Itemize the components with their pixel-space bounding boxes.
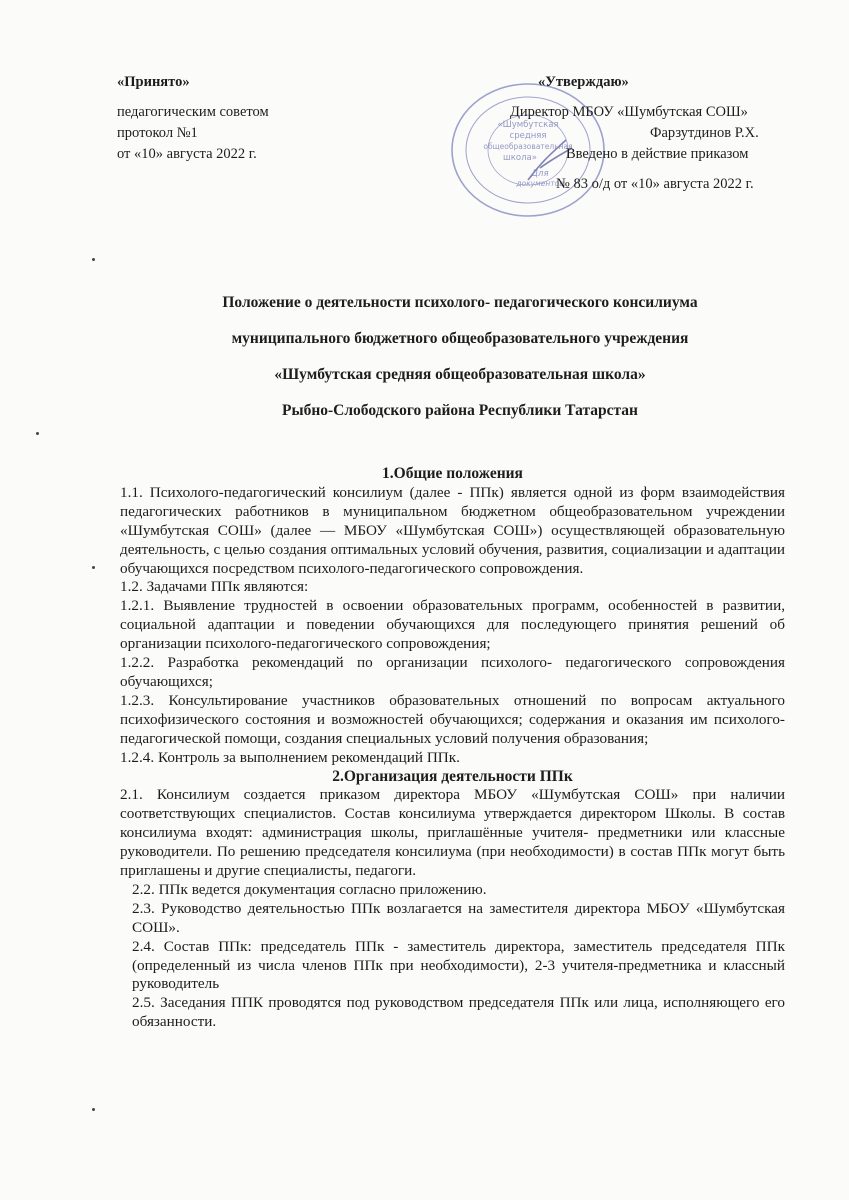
paragraph-1-2-1: 1.2.1. Выявление трудностей в освоении образовательных программ, особенностей в развитии, социальной адаптации и поведении обучающихся для последующего принятия решений об организации психолого-педагогического сопровождения; [120, 597, 785, 653]
paragraph-2-4: 2.4. Состав ППк: председатель ППк - заместитель директора, заместитель председателя ППк (определенный из числа членов ППк при необходимости), 2-3 учителя-предметника и классный руководитель [132, 937, 785, 993]
stamp-text-3: общеобразовательная [483, 142, 573, 151]
title-line-4: Рыбно-Слободского района Республики Татарстан [282, 402, 638, 419]
stamp-text-1: «Шумбутская [497, 120, 559, 130]
stamp-text-5: Для [531, 169, 549, 179]
accepted-title: «Принято» [117, 74, 190, 90]
stamp-text-2: средняя [509, 131, 547, 141]
document-title [100, 293, 820, 437]
accepted-date: от «10» августа 2022 г. [117, 146, 257, 162]
approved-block [470, 72, 770, 195]
approved-order-number: № 83 о/д от «10» августа 2022 г. [556, 176, 754, 192]
paragraph-2-5: 2.5. Заседания ППК проводятся под руководством председателя ППк или лица, исполняющего его обязанности. [132, 994, 785, 1031]
stamp-text-4: школа» [503, 153, 537, 163]
stamp-text-6: документов [516, 179, 564, 188]
approved-signatory: Фарзутдинов Р.Х. [650, 125, 759, 141]
paragraph-1-2: 1.2. Задачами ППк являются: [120, 578, 309, 596]
scan-speck [92, 258, 95, 261]
paragraph-1-2-4: 1.2.4. Контроль за выполнением рекомендаций ППк. [120, 748, 460, 766]
paragraph-1-2-3: 1.2.3. Консультирование участников образовательных отношений по вопросам актуального психофизического состояния и возможностей обучающихся; содержания и оказания им психолого-педагогической помощи, создания специальных условий получения образования; [120, 691, 785, 747]
scan-speck [36, 432, 39, 435]
section-1-heading: 1.Общие положения [382, 465, 523, 482]
scan-speck [92, 1108, 95, 1111]
title-line-1: Положение о деятельности психолого- педагогического консилиума [222, 294, 698, 311]
approved-title: «Утверждаю» [538, 74, 629, 90]
accepted-council: педагогическим советом [117, 104, 269, 120]
approved-order: Введено в действие приказом [566, 146, 749, 162]
approved-director: Директор МБОУ «Шумбутская СОШ» [510, 104, 748, 120]
document-body [120, 465, 785, 1032]
accepted-protocol: протокол №1 [117, 125, 198, 141]
title-line-3: «Шумбутская средняя общеобразовательная школа» [274, 366, 646, 383]
paragraph-2-2: 2.2. ППк ведется документация согласно приложению. [132, 880, 487, 898]
paragraph-2-1: 2.1. Консилиум создается приказом директора МБОУ «Шумбутская СОШ» при наличии соответствующих специалистов. Состав консилиума утверждается директором Школы. В состав консилиума входят: администрация школы, приглашённые учителя- предметники или классные руководители. По решению председателя консилиума (при необходимости) в состав ППк могут быть приглашены и другие специалисты, педагоги. [120, 786, 785, 880]
paragraph-1-1: 1.1. Психолого-педагогический консилиум (далее - ППк) является одной из форм взаимодействия педагогических работников в муниципальном бюджетном общеобразовательном учреждении «Шумбутская СОШ» (далее — МБОУ «Шумбутская СОШ») осуществляющей образовательную деятельность, с целью создания оптимальных условий обучения, развития, социализации и адаптации обучающихся посредством психолого-педагогического сопровождения. [120, 483, 785, 577]
paragraph-1-2-2: 1.2.2. Разработка рекомендаций по организации психолого- педагогического сопровождения обучающихся; [120, 654, 785, 690]
accepted-block [117, 72, 269, 165]
title-line-2: муниципального бюджетного общеобразовательного учреждения [231, 330, 689, 347]
scan-speck [92, 566, 95, 569]
section-2-heading: 2.Организация деятельности ППк [332, 767, 573, 785]
paragraph-2-3: 2.3. Руководство деятельностью ППк возлагается на заместителя директора МБОУ «Шумбутская СОШ». [132, 899, 785, 936]
